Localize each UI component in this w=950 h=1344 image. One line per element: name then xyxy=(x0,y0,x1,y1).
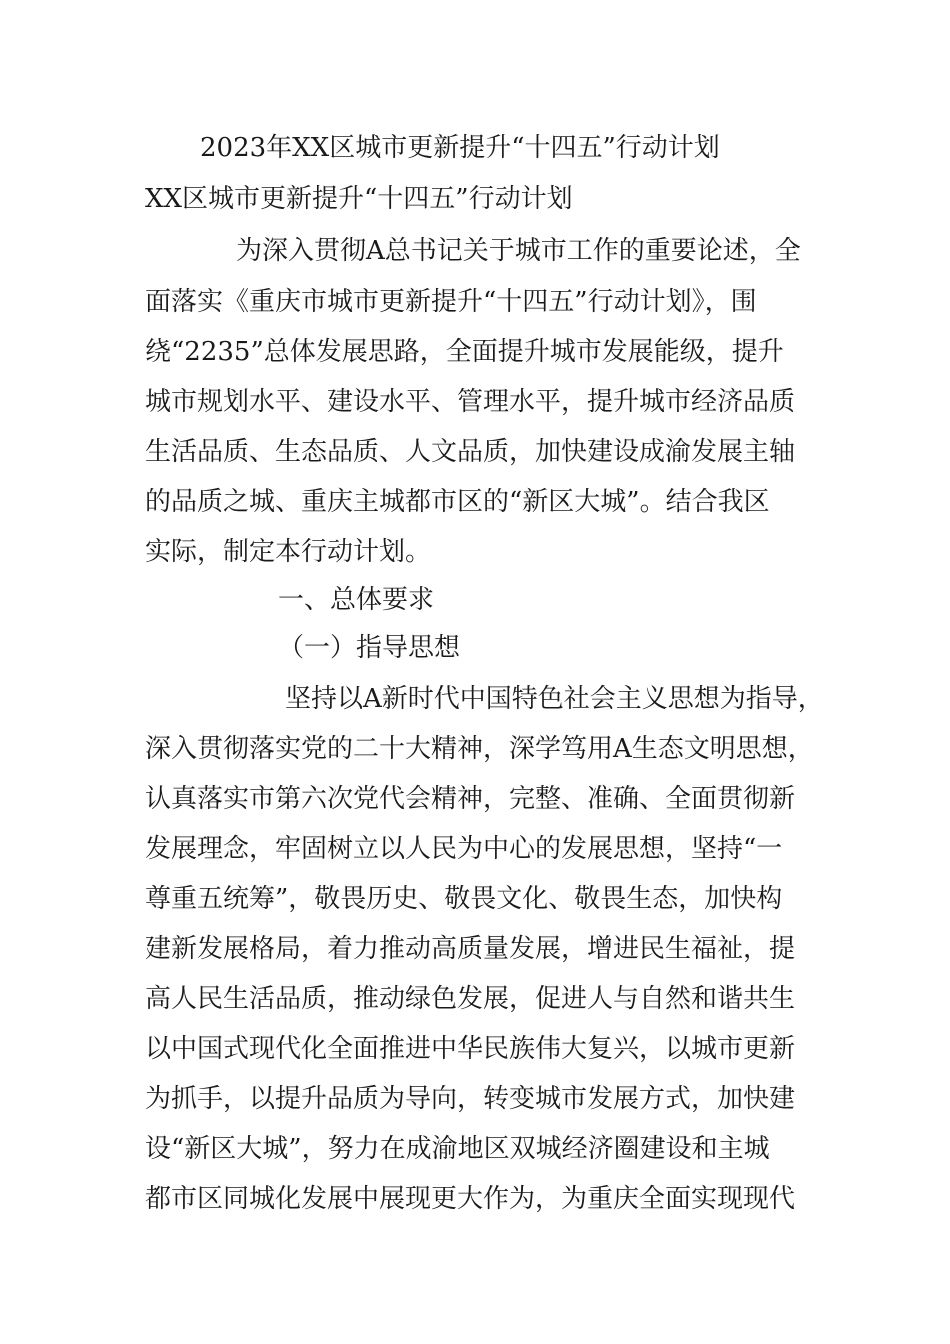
intro-paragraph-line: 实际，制定本行动计划。 xyxy=(145,537,432,567)
intro-paragraph-line: 的品质之城、重庆主城都市区的“新区大城”。结合我区 xyxy=(145,487,770,517)
guiding-paragraph-line: 认真落实市第六次党代会精神，完整、准确、全面贯彻新 xyxy=(145,784,796,814)
guiding-paragraph-line: 深入贯彻落实党的二十大精神，深学笃用A生态文明思想， xyxy=(145,734,814,764)
guiding-paragraph-line: 为抓手，以提升品质为导向，转变城市发展方式，加快建 xyxy=(145,1084,796,1114)
guiding-paragraph-line: 设“新区大城”，努力在成渝地区双城经济圈建设和主城 xyxy=(145,1134,770,1164)
intro-paragraph-line: 城市规划水平、建设水平、管理水平，提升城市经济品质 xyxy=(145,387,796,417)
guiding-paragraph-line: 坚持以A新时代中国特色社会主义思想为指导， xyxy=(285,684,824,714)
intro-paragraph-line: 绕“2235”总体发展思路，全面提升城市发展能级，提升 xyxy=(145,337,784,367)
guiding-paragraph-line: 发展理念，牢固树立以人民为中心的发展思想，坚持“一 xyxy=(145,834,783,864)
intro-paragraph-line: 为深入贯彻A总书记关于城市工作的重要论述，全 xyxy=(236,236,801,266)
document-subtitle: XX区城市更新提升“十四五”行动计划 xyxy=(145,184,573,214)
guiding-paragraph-line: 都市区同城化发展中展现更大作为，为重庆全面实现现代 xyxy=(145,1184,796,1214)
subsection-heading: （一）指导思想 xyxy=(278,633,461,663)
section-heading: 一、总体要求 xyxy=(278,585,435,615)
document-title: 2023年XX区城市更新提升“十四五”行动计划 xyxy=(200,133,720,163)
guiding-paragraph-line: 尊重五统筹”，敬畏历史、敬畏文化、敬畏生态，加快构 xyxy=(145,884,783,914)
intro-paragraph-line: 生活品质、生态品质、人文品质，加快建设成渝发展主轴 xyxy=(145,437,796,467)
guiding-paragraph-line: 以中国式现代化全面推进中华民族伟大复兴，以城市更新 xyxy=(145,1034,796,1064)
guiding-paragraph-line: 高人民生活品质，推动绿色发展，促进人与自然和谐共生 xyxy=(145,984,796,1014)
guiding-paragraph-line: 建新发展格局，着力推动高质量发展，增进民生福祉，提 xyxy=(145,934,796,964)
intro-paragraph-line: 面落实《重庆市城市更新提升“十四五”行动计划》，围 xyxy=(145,287,757,317)
